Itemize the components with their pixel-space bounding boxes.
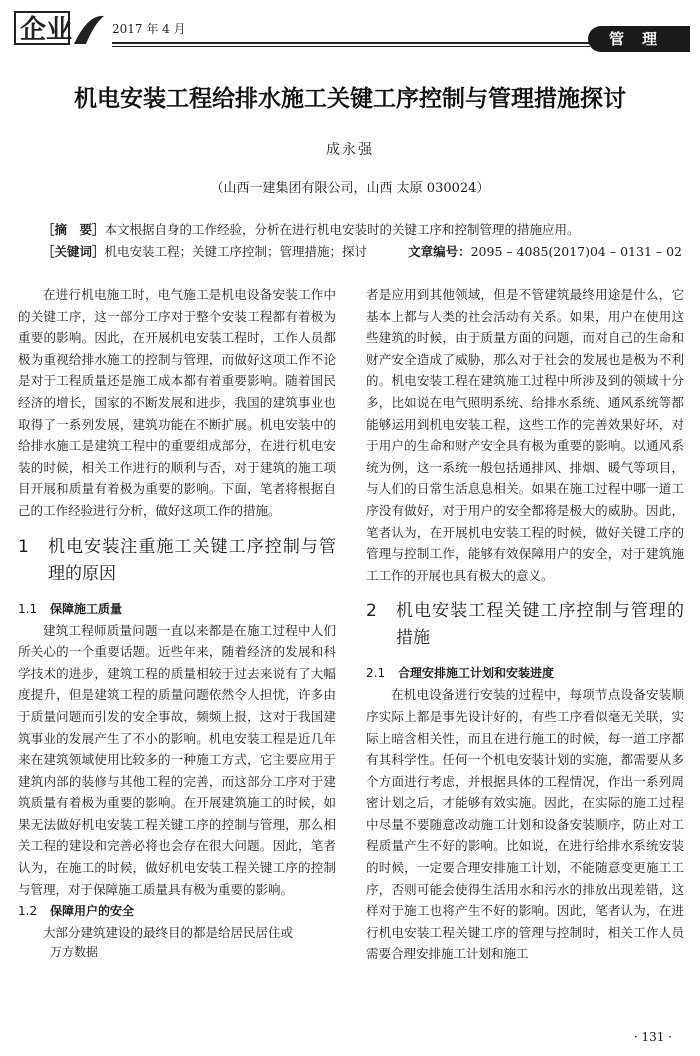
header-rule-thin bbox=[112, 46, 590, 47]
header-rule bbox=[112, 42, 590, 44]
affiliation: （山西一建集团有限公司，山西 太原 030024） bbox=[210, 181, 490, 196]
keywords-text: 机电安装工程；关键工序控制；管理措施；探讨 bbox=[104, 244, 368, 259]
svg-text:企业: 企业 bbox=[20, 15, 73, 45]
subsection-1-2-number: 1.2 bbox=[18, 904, 38, 919]
subsection-1-1-paragraph: 建筑工程师质量问题一直以来都是在施工过程中人们所关心的一个重要话题。近些年来，随着经济的发展和科学技术的进步，建筑工程的质量相较于过去来说有了大幅度提升，但是建筑工程的质量问题依然令人担忧，许多由于质量问题而引发的安全事故，频频上报，这对于我国建筑事业的发展产生了不小的影响。机电安装工程是近几年来在建筑领域使用比较多的一种施工方式，它主要应用于建筑内部的装修与其他工程的完善，而这部分工序对于建筑质量有着极为重要的影响。在开展建筑施工的时候，如果无法做好机电安装工程关键工序的控制与管理，那么相关工程的建设和完善必将也会存在很大问题。因此，笔者认为，在施工的时候，做好机电安装工程关键工序的控制与管理，对于保障施工质量具有极为重要的影响。 bbox=[18, 622, 336, 897]
funding-note: 万方数据 bbox=[50, 944, 99, 959]
subsection-2-1-title: 合理安排施工计划和安装进度 bbox=[398, 666, 555, 681]
subsection-1-2-title: 保障用户的安全 bbox=[50, 904, 135, 919]
subsection-1-2-heading bbox=[18, 900, 336, 922]
journal-logo bbox=[14, 10, 106, 48]
subsection-1-2-paragraph: 大部分建筑建设的最终目的都是给居民居住或 bbox=[43, 925, 294, 941]
section-2-title: 机电安装工程关键工序控制与管理的措施 bbox=[396, 601, 684, 649]
abstract-text: 本文根据自身的工作经验，分析在进行机电安装时的关键工序和控制管理的措施应用。 bbox=[104, 222, 580, 237]
section-1-number: 1 bbox=[18, 536, 29, 557]
subsection-1-1-number: 1.1 bbox=[18, 601, 38, 616]
left-column bbox=[18, 284, 336, 961]
keywords-row bbox=[42, 241, 682, 263]
abstract-label: ［摘 要］ bbox=[42, 222, 105, 237]
subsection-2-1-number: 2.1 bbox=[366, 666, 386, 681]
subsection-2-1-paragraph: 在机电设备进行安装的过程中，每项节点设备安装顺序实际上都是事先设计好的，有些工序看似毫无关联，实际上暗含相关性，而且在进行施工的时候，每一道工序都有其科学性。任何一个机电安装计划的实施，都需要从多个方面进行考虑，并根据具体的工程情况，作出一系列周密计划之后，才能够有效实施。因此，在实际的施工过程中尽量不要随意改动施工计划和设备安装顺序，防止对工程质量产生不好的影响。比如说，在进行给排水系统安装的时候，一定要合理安排施工计划，不能随意变更施工工序，否则可能会使得生活用水和污水的排放出现差错，这样对于施工也将产生不好的影响。因此，笔者认为，在进行机电安装工程关键工序的管理与控制时，相关工作人员需要合理安排施工计划和施工 bbox=[366, 687, 684, 962]
subsection-1-1-heading bbox=[18, 598, 336, 620]
journal-header bbox=[0, 0, 700, 56]
section-1-title: 机电安装注重施工关键工序控制与管理的原因 bbox=[48, 536, 336, 584]
article-number-value: 2095 – 4085(2017)04 – 0131 – 02 bbox=[470, 244, 682, 259]
article-title: 机电安装工程给排水施工关键工序控制与管理措施探讨 bbox=[74, 86, 626, 112]
continued-paragraph: 者是应用到其他领域，但是不管建筑最终用途是什么，它基本上都与人类的社会活动有关系。如果，用户在使用这些建筑的时候，由于质量方面的问题，而对自己的生命和财产安全造成了威胁，那么对于社会的发展也是极为不利的。机电安装工程在建筑施工过程中所涉及到的领域十分多，比如说在电气照明系统、给排水系统、通风系统等都能够运用到机电安装工程，这些工作的完善效果好坏，对于用户的生命和财产安全具有极为重要的影响。以通风系统为例，这一系统一般包括通排风、排烟、暖气等项目，与人们的日常生活息息相关。如果在施工过程中哪一道工序没有做好，对于用户的安全都将是极大的威胁。因此，笔者认为，在开展机电安装工程的时候，做好关键工序的管理与控制工作，能够有效保障用户的安全，对于建筑施工工作的开展也具有极大的意义。 bbox=[366, 287, 684, 583]
subsection-2-1-heading bbox=[366, 662, 684, 684]
section-badge: 管理 bbox=[588, 26, 690, 52]
abstract-block bbox=[42, 219, 682, 263]
issue-date: 2017 年 4 月 bbox=[112, 22, 186, 36]
page-number: · 131 · bbox=[633, 1030, 672, 1044]
section-2-heading bbox=[366, 598, 684, 652]
keywords-label: ［关键词］ bbox=[42, 244, 105, 259]
intro-paragraph: 在进行机电施工时，电气施工是机电设备安装工作中的关键工序，这一部分工序对于整个安装工程都有着极为重要的影响。因此，在开展机电安装工程时，工作人员都极为重视给排水施工的控制与管理，而做好这项工作不论是对于工程质量还是施工成本都有着重要影响。随着国民经济的增长，国家的不断发展和进步，我国的建筑事业也取得了一系列发展，建筑功能在不断扩展。机电安装中的给排水施工是建筑工程中的重要组成部分，在进行机电安装的时候，相关工作进行的顺利与否，对于建筑的施工项目开展和质量有着极为重要的影响。下面，笔者将根据自己的工作经验进行分析，做好这项工作的措施。 bbox=[18, 287, 336, 518]
article-number bbox=[408, 241, 682, 263]
article-number-label: 文章编号： bbox=[408, 244, 471, 259]
right-column bbox=[366, 284, 684, 965]
author-name: 成永强 bbox=[326, 142, 374, 158]
section-2-number: 2 bbox=[366, 601, 377, 622]
section-1-heading bbox=[18, 534, 336, 588]
subsection-1-1-title: 保障施工质量 bbox=[50, 601, 123, 616]
abstract-row bbox=[42, 219, 682, 241]
